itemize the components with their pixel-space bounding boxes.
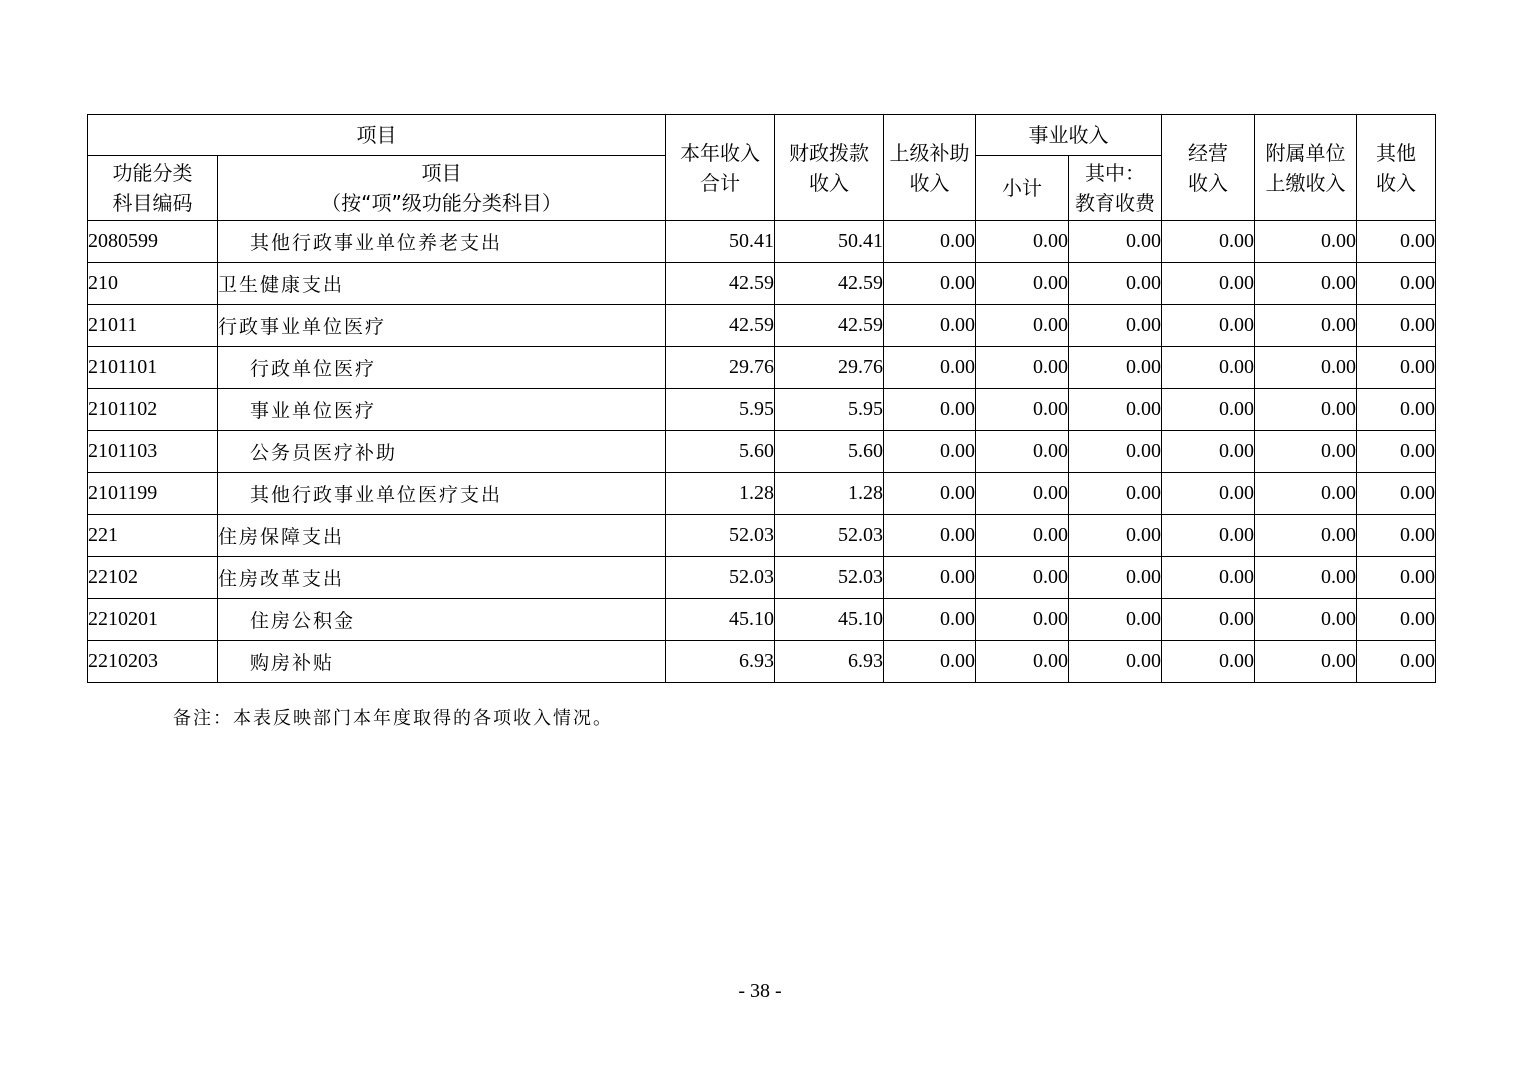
row-total: 52.03	[666, 515, 775, 557]
row-subtotal: 0.00	[976, 641, 1069, 683]
header-affiliated-line2: 上缴收入	[1265, 170, 1346, 195]
row-subtotal: 0.00	[976, 221, 1069, 263]
row-subsidy: 0.00	[884, 557, 976, 599]
row-code: 2101102	[88, 389, 218, 431]
row-fiscal: 5.60	[775, 431, 884, 473]
header-total-line2: 合计	[700, 170, 740, 195]
row-edu: 0.00	[1069, 431, 1162, 473]
header-operating-line1: 经营	[1188, 140, 1228, 165]
row-total: 5.60	[666, 431, 775, 473]
row-subsidy: 0.00	[884, 641, 976, 683]
row-other: 0.00	[1357, 641, 1436, 683]
row-fiscal: 6.93	[775, 641, 884, 683]
header-edu-line2: 教育收费	[1075, 191, 1155, 215]
header-operating-line2: 收入	[1188, 170, 1228, 195]
row-affiliated: 0.00	[1255, 641, 1357, 683]
row-subsidy: 0.00	[884, 389, 976, 431]
row-operating: 0.00	[1162, 515, 1255, 557]
row-other: 0.00	[1357, 389, 1436, 431]
row-other: 0.00	[1357, 431, 1436, 473]
row-operating: 0.00	[1162, 599, 1255, 641]
income-table	[87, 114, 1436, 683]
row-code: 21011	[88, 305, 218, 347]
page-number: - 38 -	[738, 980, 782, 1002]
row-name: 事业单位医疗	[218, 389, 666, 431]
row-affiliated: 0.00	[1255, 473, 1357, 515]
table-row	[88, 347, 1436, 389]
row-name: 住房改革支出	[218, 557, 666, 599]
row-name: 公务员医疗补助	[218, 431, 666, 473]
table-row	[88, 221, 1436, 263]
header-subsidy-line2: 收入	[909, 170, 950, 195]
row-affiliated: 0.00	[1255, 347, 1357, 389]
row-operating: 0.00	[1162, 641, 1255, 683]
row-subtotal: 0.00	[976, 515, 1069, 557]
row-name: 卫生健康支出	[218, 263, 666, 305]
header-other-line1: 其他	[1376, 140, 1416, 165]
row-total: 45.10	[666, 599, 775, 641]
row-subtotal: 0.00	[976, 263, 1069, 305]
row-fiscal: 52.03	[775, 515, 884, 557]
header-affiliated	[1255, 115, 1357, 221]
row-name: 行政单位医疗	[218, 347, 666, 389]
row-name: 行政事业单位医疗	[218, 305, 666, 347]
table-row	[88, 431, 1436, 473]
row-edu: 0.00	[1069, 641, 1162, 683]
row-edu: 0.00	[1069, 263, 1162, 305]
row-subtotal: 0.00	[976, 305, 1069, 347]
row-subsidy: 0.00	[884, 263, 976, 305]
row-name: 其他行政事业单位养老支出	[218, 221, 666, 263]
row-subtotal: 0.00	[976, 347, 1069, 389]
row-subsidy: 0.00	[884, 431, 976, 473]
row-subtotal: 0.00	[976, 431, 1069, 473]
row-name: 住房保障支出	[218, 515, 666, 557]
row-name: 其他行政事业单位医疗支出	[218, 473, 666, 515]
header-edu	[1069, 156, 1162, 221]
header-total	[666, 115, 775, 221]
table-note: 备注：本表反映部门本年度取得的各项收入情况。	[173, 708, 613, 729]
row-subtotal: 0.00	[976, 599, 1069, 641]
header-subsidy-line1: 上级补助	[889, 140, 970, 165]
table-row	[88, 641, 1436, 683]
row-edu: 0.00	[1069, 473, 1162, 515]
row-total: 50.41	[666, 221, 775, 263]
header-affiliated-line1: 附属单位	[1265, 140, 1346, 165]
row-total: 42.59	[666, 263, 775, 305]
row-operating: 0.00	[1162, 389, 1255, 431]
row-code: 2080599	[88, 221, 218, 263]
header-code-line2: 科目编码	[112, 191, 193, 215]
row-total: 5.95	[666, 389, 775, 431]
row-code: 2210201	[88, 599, 218, 641]
row-name: 购房补贴	[218, 641, 666, 683]
row-code: 2101103	[88, 431, 218, 473]
header-item-group: 项目	[88, 115, 666, 156]
table-row	[88, 515, 1436, 557]
row-operating: 0.00	[1162, 305, 1255, 347]
header-other-line2: 收入	[1376, 170, 1416, 195]
header-name	[218, 156, 666, 221]
table-row	[88, 389, 1436, 431]
row-edu: 0.00	[1069, 305, 1162, 347]
header-operating	[1162, 115, 1255, 221]
row-other: 0.00	[1357, 599, 1436, 641]
row-code: 221	[88, 515, 218, 557]
row-edu: 0.00	[1069, 515, 1162, 557]
table-row	[88, 557, 1436, 599]
row-fiscal: 50.41	[775, 221, 884, 263]
row-subsidy: 0.00	[884, 599, 976, 641]
row-other: 0.00	[1357, 221, 1436, 263]
row-total: 1.28	[666, 473, 775, 515]
row-affiliated: 0.00	[1255, 515, 1357, 557]
header-name-line1: 项目	[421, 161, 462, 185]
row-operating: 0.00	[1162, 473, 1255, 515]
row-code: 2101101	[88, 347, 218, 389]
row-fiscal: 5.95	[775, 389, 884, 431]
row-fiscal: 42.59	[775, 305, 884, 347]
row-edu: 0.00	[1069, 347, 1162, 389]
row-total: 6.93	[666, 641, 775, 683]
header-code	[88, 156, 218, 221]
row-subsidy: 0.00	[884, 221, 976, 263]
row-affiliated: 0.00	[1255, 389, 1357, 431]
row-subtotal: 0.00	[976, 557, 1069, 599]
header-code-line1: 功能分类	[112, 161, 193, 185]
row-total: 29.76	[666, 347, 775, 389]
header-subtotal: 小计	[976, 156, 1069, 221]
row-code: 210	[88, 263, 218, 305]
row-edu: 0.00	[1069, 221, 1162, 263]
row-fiscal: 42.59	[775, 263, 884, 305]
row-other: 0.00	[1357, 305, 1436, 347]
row-affiliated: 0.00	[1255, 599, 1357, 641]
row-operating: 0.00	[1162, 221, 1255, 263]
header-fiscal-line2: 收入	[809, 170, 849, 195]
row-code: 2101199	[88, 473, 218, 515]
header-edu-line1: 其中：	[1085, 161, 1145, 185]
row-edu: 0.00	[1069, 389, 1162, 431]
row-other: 0.00	[1357, 557, 1436, 599]
row-operating: 0.00	[1162, 557, 1255, 599]
row-fiscal: 1.28	[775, 473, 884, 515]
row-subtotal: 0.00	[976, 473, 1069, 515]
header-fiscal-line1: 财政拨款	[789, 140, 869, 165]
row-other: 0.00	[1357, 515, 1436, 557]
row-fiscal: 45.10	[775, 599, 884, 641]
row-edu: 0.00	[1069, 599, 1162, 641]
row-affiliated: 0.00	[1255, 221, 1357, 263]
row-affiliated: 0.00	[1255, 305, 1357, 347]
row-other: 0.00	[1357, 347, 1436, 389]
table-row	[88, 473, 1436, 515]
row-fiscal: 52.03	[775, 557, 884, 599]
row-operating: 0.00	[1162, 263, 1255, 305]
header-other	[1357, 115, 1436, 221]
header-subsidy	[884, 115, 976, 221]
row-fiscal: 29.76	[775, 347, 884, 389]
row-operating: 0.00	[1162, 431, 1255, 473]
row-other: 0.00	[1357, 473, 1436, 515]
row-operating: 0.00	[1162, 347, 1255, 389]
row-subsidy: 0.00	[884, 347, 976, 389]
row-affiliated: 0.00	[1255, 557, 1357, 599]
row-other: 0.00	[1357, 263, 1436, 305]
header-business-group: 事业收入	[976, 115, 1162, 156]
row-subsidy: 0.00	[884, 305, 976, 347]
header-name-line2: （按“项”级功能分类科目）	[321, 191, 562, 215]
row-total: 42.59	[666, 305, 775, 347]
header-total-line1: 本年收入	[680, 140, 760, 165]
header-fiscal	[775, 115, 884, 221]
row-code: 2210203	[88, 641, 218, 683]
row-subtotal: 0.00	[976, 389, 1069, 431]
row-subsidy: 0.00	[884, 473, 976, 515]
row-name: 住房公积金	[218, 599, 666, 641]
table-row	[88, 599, 1436, 641]
row-code: 22102	[88, 557, 218, 599]
row-affiliated: 0.00	[1255, 431, 1357, 473]
row-affiliated: 0.00	[1255, 263, 1357, 305]
table-row	[88, 305, 1436, 347]
row-edu: 0.00	[1069, 557, 1162, 599]
row-subsidy: 0.00	[884, 515, 976, 557]
row-total: 52.03	[666, 557, 775, 599]
table-row	[88, 263, 1436, 305]
